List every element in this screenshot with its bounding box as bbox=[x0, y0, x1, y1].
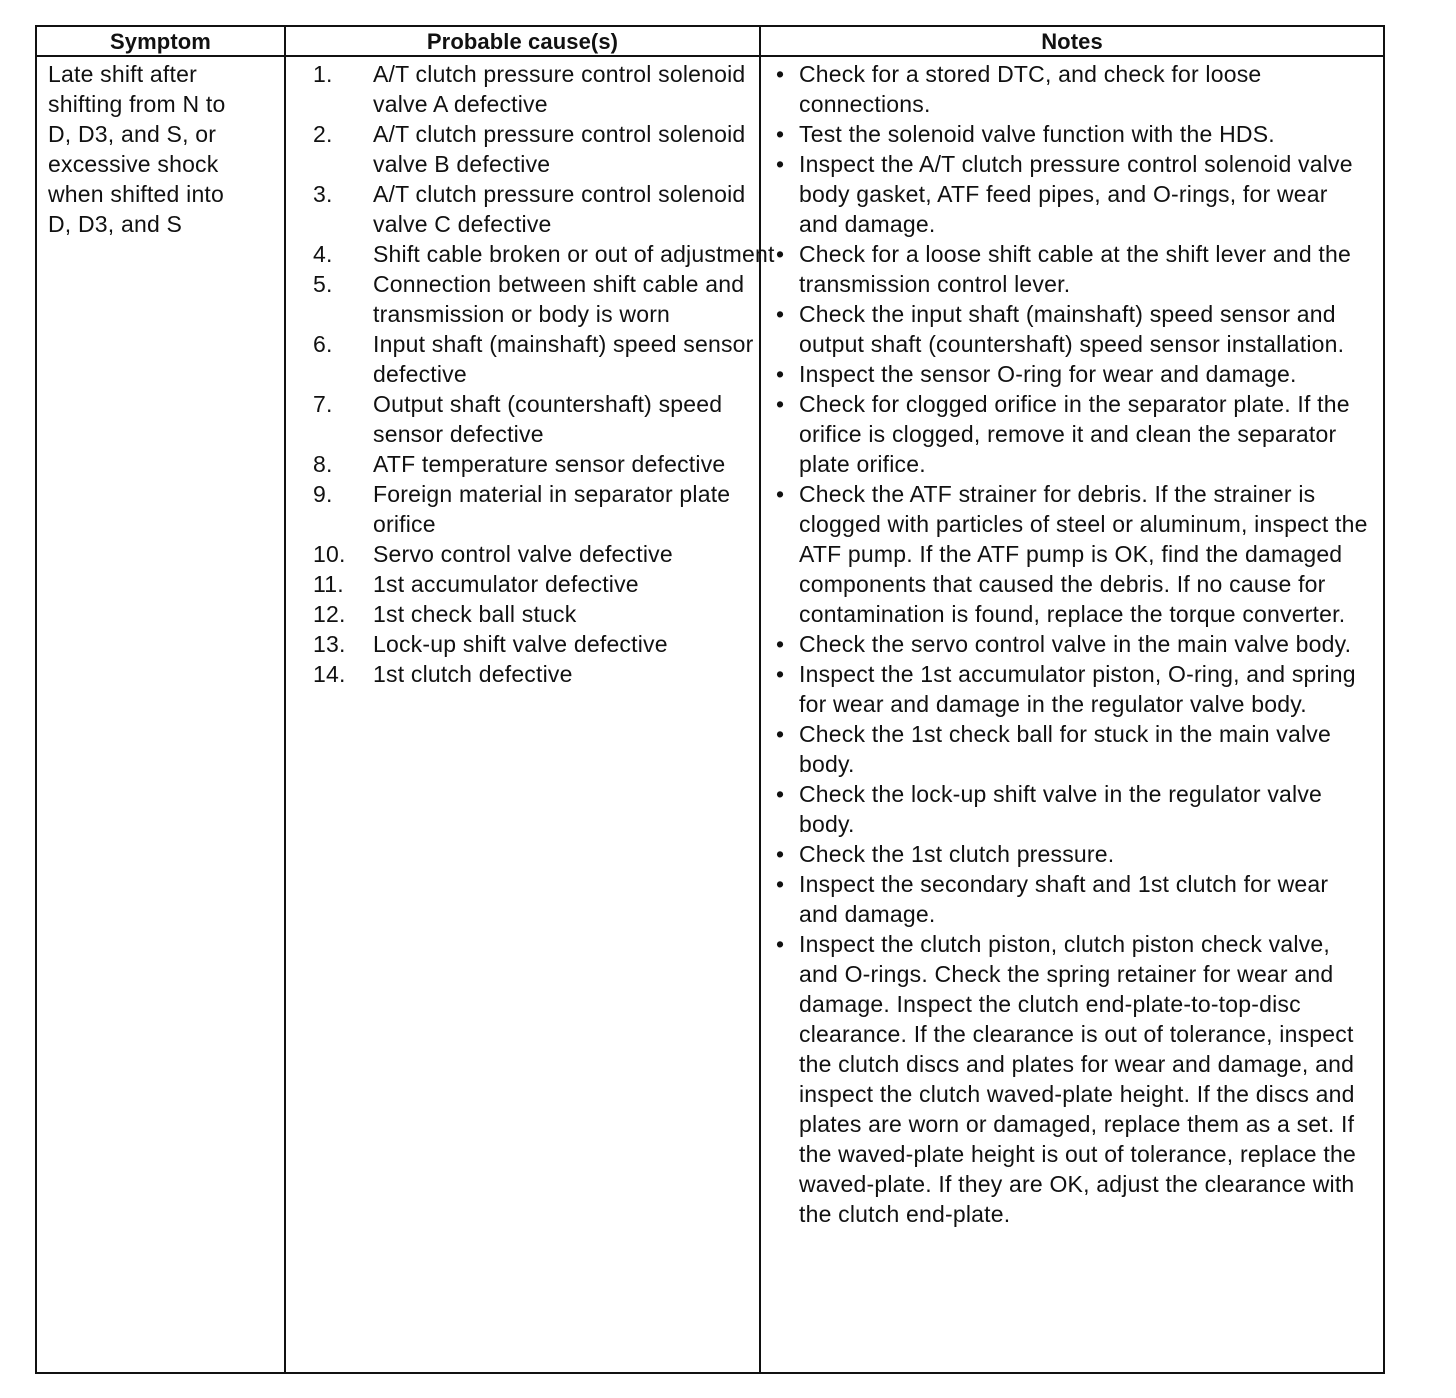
note-text: Inspect the 1st accumulator piston, O-ring, and spring for wear and damage in the regulator valve body. bbox=[799, 661, 1356, 717]
cause-text: Servo control valve defective bbox=[373, 541, 673, 567]
notes-list bbox=[773, 59, 1373, 1229]
bullet-icon: • bbox=[776, 931, 785, 957]
bullet-icon: • bbox=[776, 871, 785, 897]
note-item bbox=[773, 239, 1373, 299]
cause-number: 13. bbox=[313, 631, 346, 657]
note-text: Check for a loose shift cable at the shift lever and the transmission control lever. bbox=[799, 241, 1352, 297]
cause-number: 1. bbox=[313, 61, 333, 87]
symptom-text: Late shift after shifting from N to D, D3, and S, or excessive shock when shifted into D, D3, and S bbox=[48, 61, 226, 237]
cause-number: 6. bbox=[313, 331, 333, 357]
cause-text: Lock-up shift valve defective bbox=[373, 631, 668, 657]
bullet-icon: • bbox=[776, 841, 785, 867]
cause-text: A/T clutch pressure control solenoid valve C defective bbox=[373, 181, 746, 237]
note-text: Test the solenoid valve function with the HDS. bbox=[799, 121, 1275, 147]
cause-text: A/T clutch pressure control solenoid valve A defective bbox=[373, 61, 746, 117]
note-item bbox=[773, 359, 1373, 389]
cause-number: 14. bbox=[313, 661, 346, 687]
note-item bbox=[773, 929, 1373, 1229]
header-symptom: Symptom bbox=[110, 29, 211, 54]
cause-number: 11. bbox=[313, 571, 344, 597]
cause-text: Output shaft (countershaft) speed sensor defective bbox=[373, 391, 723, 447]
note-text: Inspect the A/T clutch pressure control solenoid valve body gasket, ATF feed pipes, and O-rings, for wear and damage. bbox=[799, 151, 1353, 237]
cause-item bbox=[313, 569, 783, 599]
note-item bbox=[773, 299, 1373, 359]
note-text: Check the servo control valve in the main valve body. bbox=[799, 631, 1352, 657]
bullet-icon: • bbox=[776, 361, 785, 387]
note-text: Check for a stored DTC, and check for loose connections. bbox=[799, 61, 1262, 117]
note-text: Check the 1st clutch pressure. bbox=[799, 841, 1115, 867]
header-notes: Notes bbox=[1041, 29, 1103, 54]
note-item bbox=[773, 149, 1373, 239]
cause-number: 12. bbox=[313, 601, 346, 627]
cause-item bbox=[313, 659, 783, 689]
note-text: Inspect the secondary shaft and 1st clutch for wear and damage. bbox=[799, 871, 1329, 927]
column-divider-1 bbox=[284, 27, 286, 1372]
note-item bbox=[773, 779, 1373, 839]
cause-item bbox=[313, 539, 783, 569]
bullet-icon: • bbox=[776, 121, 785, 147]
note-item bbox=[773, 59, 1373, 119]
cause-number: 7. bbox=[313, 391, 333, 417]
cause-item bbox=[313, 59, 783, 119]
cause-number: 2. bbox=[313, 121, 333, 147]
cause-item bbox=[313, 239, 783, 269]
cause-item bbox=[313, 629, 783, 659]
cause-item bbox=[313, 119, 783, 179]
bullet-icon: • bbox=[776, 61, 785, 87]
cause-text: Input shaft (mainshaft) speed sensor defective bbox=[373, 331, 754, 387]
note-text: Check the 1st check ball for stuck in the main valve body. bbox=[799, 721, 1331, 777]
cause-item bbox=[313, 449, 783, 479]
cause-number: 4. bbox=[313, 241, 333, 267]
note-text: Check the lock-up shift valve in the regulator valve body. bbox=[799, 781, 1323, 837]
header-probable-causes: Probable cause(s) bbox=[426, 29, 619, 54]
probable-causes-list bbox=[313, 59, 783, 689]
note-item bbox=[773, 869, 1373, 929]
cause-number: 3. bbox=[313, 181, 333, 207]
cause-text: Connection between shift cable and transmission or body is worn bbox=[373, 271, 745, 327]
note-text: Inspect the clutch piston, clutch piston check valve, and O-rings. Check the spring retainer for wear and damage. Inspect the clutch end-plate-to-top-disc clearance. If the clearance is out of tolerance, inspect the clutch discs and plates for wear and damage, and inspect the clutch waved-plate height. If the discs and plates are worn or damaged, replace them as a set. If the waved-plate height is out of tolerance, replace the waved-plate. If they are OK, adjust the clearance with the clutch end-plate. bbox=[799, 931, 1356, 1227]
cause-item bbox=[313, 179, 783, 239]
note-item bbox=[773, 629, 1373, 659]
cause-text: 1st check ball stuck bbox=[373, 601, 577, 627]
cause-item bbox=[313, 269, 783, 329]
note-item bbox=[773, 389, 1373, 479]
cause-text: Shift cable broken or out of adjustment bbox=[373, 241, 775, 267]
bullet-icon: • bbox=[776, 481, 785, 507]
note-item bbox=[773, 479, 1373, 629]
note-item bbox=[773, 119, 1373, 149]
cause-text: 1st accumulator defective bbox=[373, 571, 639, 597]
cause-number: 5. bbox=[313, 271, 333, 297]
bullet-icon: • bbox=[776, 241, 785, 267]
cause-number: 10. bbox=[313, 541, 346, 567]
bullet-icon: • bbox=[776, 301, 785, 327]
note-text: Check the ATF strainer for debris. If the strainer is clogged with particles of steel or aluminum, inspect the ATF pump. If the ATF pump is OK, find the damaged components that caused the debris. If no cause for contamination is found, replace the torque converter. bbox=[799, 481, 1368, 627]
cause-item bbox=[313, 329, 783, 389]
note-text: Inspect the sensor O-ring for wear and damage. bbox=[799, 361, 1297, 387]
note-item bbox=[773, 659, 1373, 719]
bullet-icon: • bbox=[776, 631, 785, 657]
cause-item bbox=[313, 389, 783, 449]
cause-item bbox=[313, 599, 783, 629]
troubleshooting-table bbox=[35, 25, 1385, 1374]
bullet-icon: • bbox=[776, 721, 785, 747]
note-text: Check the input shaft (mainshaft) speed sensor and output shaft (countershaft) speed sensor installation. bbox=[799, 301, 1345, 357]
cause-item bbox=[313, 479, 783, 539]
bullet-icon: • bbox=[776, 391, 785, 417]
bullet-icon: • bbox=[776, 781, 785, 807]
bullet-icon: • bbox=[776, 151, 785, 177]
cause-text: A/T clutch pressure control solenoid valve B defective bbox=[373, 121, 746, 177]
cause-number: 9. bbox=[313, 481, 333, 507]
note-text: Check for clogged orifice in the separator plate. If the orifice is clogged, remove it and clean the separator plate orifice. bbox=[799, 391, 1350, 477]
note-item bbox=[773, 839, 1373, 869]
cause-text: ATF temperature sensor defective bbox=[373, 451, 726, 477]
header-divider bbox=[37, 55, 1383, 57]
cause-text: 1st clutch defective bbox=[373, 661, 573, 687]
note-item bbox=[773, 719, 1373, 779]
cause-text: Foreign material in separator plate orifice bbox=[373, 481, 731, 537]
cause-number: 8. bbox=[313, 451, 333, 477]
bullet-icon: • bbox=[776, 661, 785, 687]
